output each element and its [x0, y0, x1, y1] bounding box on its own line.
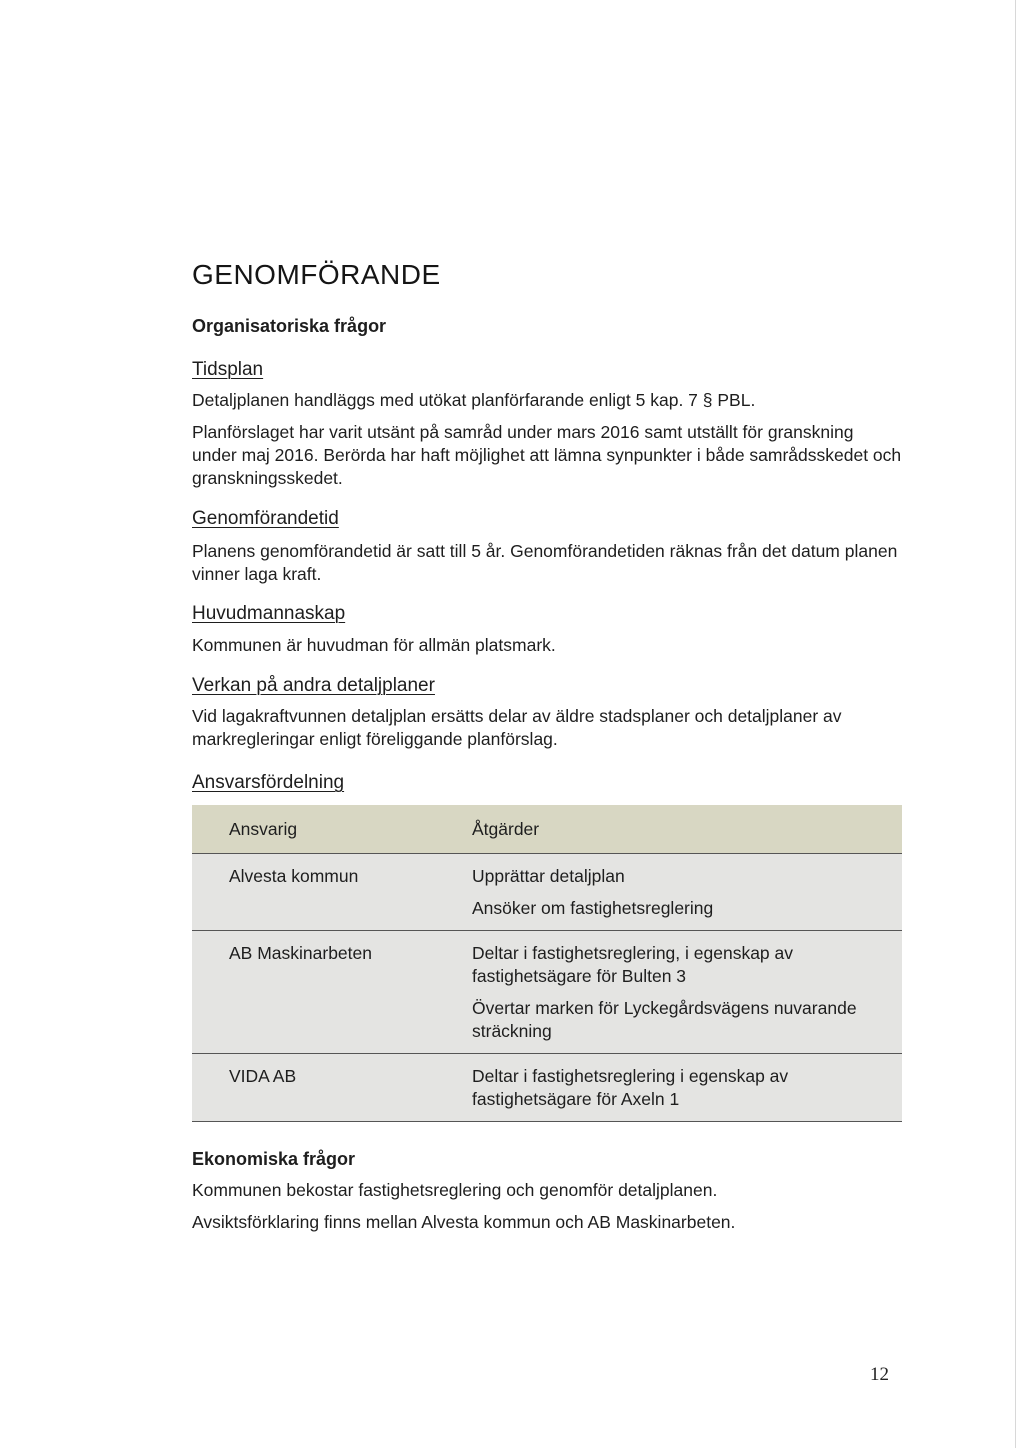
actions-cell — [472, 931, 902, 1054]
actions-cell — [472, 854, 902, 931]
action-item: Upprättar detaljplan — [472, 866, 625, 886]
responsible-cell — [192, 1054, 472, 1122]
actions-cell — [472, 1054, 902, 1122]
responsibility-table — [192, 805, 902, 1122]
responsible-cell — [192, 931, 472, 1054]
responsible-cell — [192, 854, 472, 931]
tidsplan-heading: Tidsplan — [192, 359, 264, 380]
responsible-name: Alvesta kommun — [229, 866, 359, 886]
economic-section — [192, 1147, 902, 1234]
huvudmannaskap-heading: Huvudmannaskap — [192, 603, 346, 624]
tidsplan-paragraph-1: Detaljplanen handläggs med utökat planförfarande enligt 5 kap. 7 § PBL. — [192, 390, 756, 410]
table-row — [192, 854, 902, 931]
column-header-actions: Åtgärder — [472, 805, 902, 854]
tidsplan-paragraph-2: Planförslaget har varit utsänt på samråd under mars 2016 samt utställt för granskning under maj 2016. Berörda har haft möjlighet att lämna synpunkter i både samrådsskedet och granskningsskedet. — [192, 422, 902, 488]
tidsplan-section — [192, 357, 902, 490]
ansvar-heading: Ansvarsfördelning — [192, 772, 345, 793]
genomforandetid-paragraph: Planens genomförandetid är satt till 5 år. Genomförandetiden räknas från det datum planen vinner laga kraft. — [192, 541, 898, 584]
section-heading: GENOMFÖRANDE — [192, 259, 441, 290]
column-header-responsible: Ansvarig — [192, 805, 472, 854]
huvudmannaskap-section — [192, 601, 902, 657]
action-item: Övertar marken för Lyckegårdsvägens nuvarande sträckning — [472, 998, 857, 1041]
verkan-heading: Verkan på andra detaljplaner — [192, 675, 435, 696]
organisational-heading: Organisatoriska frågor — [192, 316, 387, 336]
huvudmannaskap-paragraph: Kommunen är huvudman för allmän platsmark. — [192, 635, 556, 655]
verkan-section — [192, 673, 902, 751]
action-item: Ansöker om fastighetsreglering — [472, 898, 714, 918]
economic-paragraph-2: Avsiktsförklaring finns mellan Alvesta kommun och AB Maskinarbeten. — [192, 1212, 736, 1232]
ansvar-section — [192, 770, 902, 1122]
scan-edge-line — [1015, 0, 1016, 1448]
action-item: Deltar i fastighetsreglering i egenskap av fastighetsägare för Axeln 1 — [472, 1066, 789, 1109]
page-number: 12 — [870, 1364, 889, 1385]
table-header-row — [192, 805, 902, 854]
verkan-paragraph: Vid lagakraftvunnen detaljplan ersätts delar av äldre stadsplaner och detaljplaner av markregleringar enligt föreliggande planförslag. — [192, 706, 842, 749]
action-item: Deltar i fastighetsreglering, i egenskap av fastighetsägare för Bulten 3 — [472, 943, 794, 986]
responsible-name: AB Maskinarbeten — [229, 943, 372, 963]
page-content — [192, 255, 902, 1234]
table-row — [192, 931, 902, 1054]
economic-heading: Ekonomiska frågor — [192, 1149, 356, 1169]
table-row — [192, 1054, 902, 1122]
economic-paragraph-1: Kommunen bekostar fastighetsreglering och genomför detaljplanen. — [192, 1180, 718, 1200]
genomforandetid-section — [192, 506, 902, 586]
responsible-name: VIDA AB — [229, 1066, 297, 1086]
genomforandetid-heading: Genomförandetid — [192, 508, 339, 529]
